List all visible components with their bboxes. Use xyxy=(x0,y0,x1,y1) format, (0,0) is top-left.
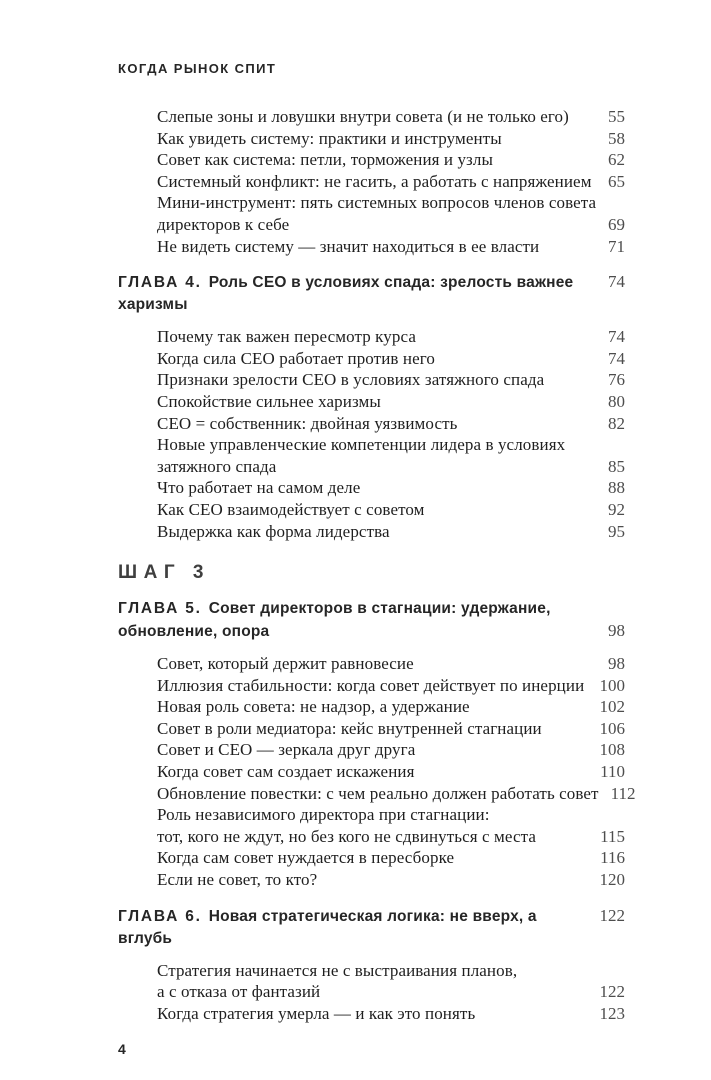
toc-chapter-text xyxy=(118,598,551,620)
toc-entry-page-number: 122 xyxy=(599,982,625,1002)
toc-entry-group xyxy=(118,653,636,891)
toc-chapter-heading xyxy=(118,271,625,316)
toc-entry xyxy=(118,391,625,413)
page-footer xyxy=(118,1042,625,1056)
toc-entry xyxy=(118,477,625,499)
chapter-title-text: Роль CEO в условиях спада: зрелость важнее харизмы xyxy=(118,274,574,314)
toc-entry xyxy=(118,718,625,740)
toc-entry-title: Иллюзия стабильности: когда совет действует по инерции xyxy=(157,675,585,695)
part-heading-label: ШАГ 3 xyxy=(118,562,210,584)
toc-entry-title: Спокойствие сильнее харизмы xyxy=(157,391,381,411)
toc-entry xyxy=(118,413,625,435)
toc-entry-title: Системный конфликт: не гасить, а работать с напряжением xyxy=(157,171,592,191)
toc-entry-title: тот, кого не ждут, но без кого не сдвинуться с места xyxy=(157,826,537,846)
toc-entry-title: Мини-инструмент: пять системных вопросов членов совета xyxy=(157,193,597,213)
toc-entry xyxy=(118,236,625,258)
toc-entry-title: Признаки зрелости CEO в условиях затяжного спада xyxy=(157,370,545,390)
folio-page-number: 4 xyxy=(118,1041,126,1058)
toc-entry-page-number: 88 xyxy=(608,478,625,498)
toc-entry-title: а с отказа от фантазий xyxy=(157,982,321,1002)
toc-entry-title: Когда стратегия умерла — и как это понять xyxy=(157,1003,476,1023)
toc-entry xyxy=(118,128,625,150)
toc-entry-title: Когда совет сам создает искажения xyxy=(157,762,415,782)
toc-entry-title: Совет как система: петли, торможения и узлы xyxy=(157,150,493,170)
toc-entry-page-number: 120 xyxy=(599,870,625,890)
toc-entry xyxy=(118,1003,625,1025)
toc-entry-page-number: 82 xyxy=(608,413,625,433)
toc-entry-title: CEO = собственник: двойная уязвимость xyxy=(157,413,458,433)
toc-entry xyxy=(118,804,625,826)
toc-entry-page-number: 85 xyxy=(608,456,625,476)
chapter-number-label: ГЛАВА 6. xyxy=(118,907,202,925)
toc-entry-title: Почему так важен пересмотр курса xyxy=(157,327,416,347)
toc-entry-page-number: 74 xyxy=(608,348,625,368)
toc-entry xyxy=(118,192,625,214)
toc-entry-title: Когда сила CEO работает против него xyxy=(157,348,435,368)
toc-entry-title: Новая роль совета: не надзор, а удержание xyxy=(157,697,470,717)
toc-entry-page-number: 100 xyxy=(599,675,625,695)
toc-entry xyxy=(118,326,625,348)
toc-entry-title: затяжного спада xyxy=(157,456,277,476)
toc-entry-title: Роль независимого директора при стагнации: xyxy=(157,805,490,825)
toc-entry xyxy=(118,456,625,478)
toc-entry-title: Как CEO взаимодействует с советом xyxy=(157,499,425,519)
running-head-book-title: КОГДА РЫНОК СПИТ xyxy=(118,61,277,76)
chapter-page-number: 98 xyxy=(608,621,625,641)
toc-chapter-heading xyxy=(118,598,625,643)
chapter-title-text: Совет директоров в стагнации: удержание, xyxy=(208,600,551,618)
toc-entry xyxy=(118,869,625,891)
toc-entry-title: Что работает на самом деле xyxy=(157,478,361,498)
toc-entry-group xyxy=(118,106,625,257)
toc-entry xyxy=(118,171,625,193)
toc-entry xyxy=(118,106,625,128)
toc-entry-title: Обновление повестки: с чем реально должен работать совет xyxy=(157,783,599,803)
toc-entry-page-number: 115 xyxy=(600,826,625,846)
chapter-number-label: ГЛАВА 4. xyxy=(118,274,202,292)
toc-entry-page-number: 71 xyxy=(608,236,625,256)
toc-entry-page-number: 106 xyxy=(599,718,625,738)
toc-entry-title: Новые управленческие компетенции лидера в условиях xyxy=(157,435,566,455)
toc-entry-page-number: 69 xyxy=(608,214,625,234)
toc-entry-page-number: 74 xyxy=(608,327,625,347)
toc-part-heading xyxy=(118,560,625,586)
toc-chapter-heading xyxy=(118,905,625,950)
toc-entry xyxy=(118,675,625,697)
toc-entry xyxy=(118,434,625,456)
toc-chapter-line xyxy=(118,271,625,316)
toc-chapter-text xyxy=(118,272,596,316)
toc-entry-page-number: 58 xyxy=(608,128,625,148)
toc-entry-group xyxy=(118,326,625,542)
chapter-title-text: Новая стратегическая логика: не вверх, а вглубь xyxy=(118,907,537,947)
toc-entry xyxy=(118,653,625,675)
toc-entry-title: Если не совет, то кто? xyxy=(157,870,318,890)
toc-entry-title: Совет и CEO — зеркала друг друга xyxy=(157,740,416,760)
toc-entry xyxy=(118,761,625,783)
toc-entry-page-number: 62 xyxy=(608,150,625,170)
toc-chapter-text xyxy=(118,621,269,643)
toc-entry-page-number: 102 xyxy=(599,697,625,717)
chapter-number-label: ГЛАВА 5. xyxy=(118,600,202,618)
toc-entry-title: Стратегия начинается не с выстраивания планов, xyxy=(157,960,518,980)
toc-entry xyxy=(118,960,625,982)
toc-entry xyxy=(118,847,625,869)
toc-chapter-line xyxy=(118,598,625,620)
toc-entry xyxy=(118,783,636,805)
chapter-page-number: 74 xyxy=(608,272,625,292)
toc-entry xyxy=(118,348,625,370)
toc-entry-title: Слепые зоны и ловушки внутри совета (и не только его) xyxy=(157,107,569,126)
toc-entry-title: Когда сам совет нуждается в пересборке xyxy=(157,848,455,868)
toc-entry-title: Совет, который держит равновесие xyxy=(157,654,414,674)
toc-entry-page-number: 55 xyxy=(608,107,625,126)
chapter-title-text: обновление, опора xyxy=(118,623,270,641)
toc-entry xyxy=(118,521,625,543)
toc-entry xyxy=(118,826,625,848)
toc-entry-title: Выдержка как форма лидерства xyxy=(157,521,390,541)
toc-entry xyxy=(118,696,625,718)
toc-entry-group xyxy=(118,960,625,1025)
toc-entry xyxy=(118,214,625,236)
toc-entry-page-number: 116 xyxy=(600,848,625,868)
toc-entry xyxy=(118,981,625,1003)
table-of-contents xyxy=(118,106,636,1024)
page-header xyxy=(118,62,625,76)
toc-entry-page-number: 92 xyxy=(608,499,625,519)
toc-entry xyxy=(118,149,625,171)
toc-entry xyxy=(118,499,625,521)
toc-entry-page-number: 123 xyxy=(599,1003,625,1023)
toc-entry-page-number: 95 xyxy=(608,521,625,541)
toc-entry-page-number: 110 xyxy=(600,762,625,782)
toc-entry xyxy=(118,369,625,391)
toc-entry-title: Как увидеть систему: практики и инструменты xyxy=(157,128,502,148)
toc-entry-title: Совет в роли медиатора: кейс внутренней стагнации xyxy=(157,718,542,738)
toc-chapter-line xyxy=(118,905,625,950)
toc-entry-page-number: 98 xyxy=(608,654,625,674)
toc-entry-page-number: 80 xyxy=(608,391,625,411)
toc-chapter-line xyxy=(118,620,625,643)
toc-entry-title: директоров к себе xyxy=(157,214,290,234)
toc-entry-page-number: 108 xyxy=(599,740,625,760)
toc-entry-page-number: 76 xyxy=(608,370,625,390)
toc-entry-title: Не видеть систему — значит находиться в ее власти xyxy=(157,236,540,256)
toc-entry-page-number: 112 xyxy=(610,783,636,803)
chapter-page-number: 122 xyxy=(599,905,625,925)
toc-entry xyxy=(118,739,625,761)
toc-chapter-text xyxy=(118,906,588,950)
toc-entry-page-number: 65 xyxy=(608,171,625,191)
